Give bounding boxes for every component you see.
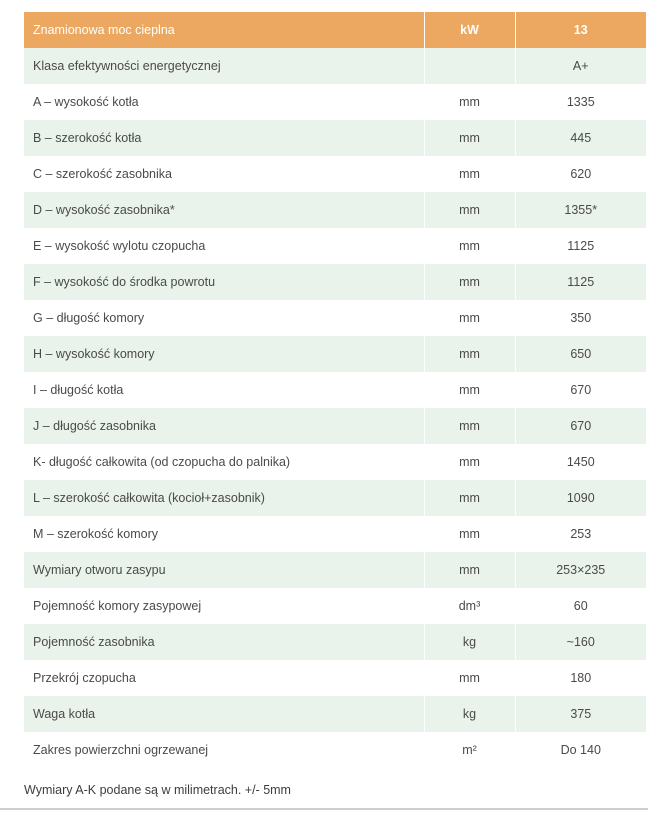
- table-row: [24, 336, 646, 372]
- row-label: I – długość kotła: [24, 372, 424, 408]
- row-unit: mm: [424, 192, 515, 228]
- row-value: 1335: [515, 84, 646, 120]
- row-unit: mm: [424, 120, 515, 156]
- row-label: E – wysokość wylotu czopucha: [24, 228, 424, 264]
- row-label: H – wysokość komory: [24, 336, 424, 372]
- row-label: B – szerokość kotła: [24, 120, 424, 156]
- row-unit: mm: [424, 228, 515, 264]
- row-unit: mm: [424, 444, 515, 480]
- header-value: 13: [515, 12, 646, 48]
- row-label: L – szerokość całkowita (kocioł+zasobnik): [24, 480, 424, 516]
- footnote: Wymiary A-K podane są w milimetrach. +/- 5mm: [24, 783, 291, 797]
- row-label: Zakres powierzchni ogrzewanej: [24, 732, 424, 768]
- row-value: 1125: [515, 264, 646, 300]
- table-row: [24, 84, 646, 120]
- row-label: G – długość komory: [24, 300, 424, 336]
- table-header-row: [24, 12, 646, 48]
- row-label: Pojemność komory zasypowej: [24, 588, 424, 624]
- row-unit: mm: [424, 516, 515, 552]
- row-value: 375: [515, 696, 646, 732]
- row-unit: mm: [424, 408, 515, 444]
- row-unit: dm³: [424, 588, 515, 624]
- table-row: [24, 228, 646, 264]
- row-value: ~160: [515, 624, 646, 660]
- row-value: 1090: [515, 480, 646, 516]
- table-row: [24, 624, 646, 660]
- row-value: 445: [515, 120, 646, 156]
- spec-table-container: [24, 12, 646, 768]
- table-row: [24, 300, 646, 336]
- row-label: Wymiary otworu zasypu: [24, 552, 424, 588]
- table-row: [24, 480, 646, 516]
- row-label: K- długość całkowita (od czopucha do palnika): [24, 444, 424, 480]
- row-value: 350: [515, 300, 646, 336]
- table-row: [24, 408, 646, 444]
- row-value: 670: [515, 372, 646, 408]
- row-unit: mm: [424, 372, 515, 408]
- header-unit: kW: [424, 12, 515, 48]
- row-label: Przekrój czopucha: [24, 660, 424, 696]
- table-row: [24, 588, 646, 624]
- row-unit: kg: [424, 624, 515, 660]
- row-value: 60: [515, 588, 646, 624]
- row-label: A – wysokość kotła: [24, 84, 424, 120]
- row-value: 1355*: [515, 192, 646, 228]
- table-row: [24, 660, 646, 696]
- row-label: Klasa efektywności energetycznej: [24, 48, 424, 84]
- row-value: Do 140: [515, 732, 646, 768]
- table-row: [24, 48, 646, 84]
- bottom-divider: [0, 808, 648, 810]
- row-label: F – wysokość do środka powrotu: [24, 264, 424, 300]
- table-row: [24, 192, 646, 228]
- row-value: 253×235: [515, 552, 646, 588]
- row-label: J – długość zasobnika: [24, 408, 424, 444]
- table-row: [24, 372, 646, 408]
- row-value: 1450: [515, 444, 646, 480]
- spec-table: [24, 12, 646, 768]
- row-value: A+: [515, 48, 646, 84]
- table-row: [24, 516, 646, 552]
- header-label: Znamionowa moc cieplna: [24, 12, 424, 48]
- row-unit: mm: [424, 660, 515, 696]
- row-unit: mm: [424, 264, 515, 300]
- table-row: [24, 696, 646, 732]
- row-label: M – szerokość komory: [24, 516, 424, 552]
- row-unit: m²: [424, 732, 515, 768]
- row-value: 1125: [515, 228, 646, 264]
- row-unit: kg: [424, 696, 515, 732]
- table-row: [24, 444, 646, 480]
- row-value: 253: [515, 516, 646, 552]
- table-row: [24, 732, 646, 768]
- table-body: [24, 48, 646, 768]
- row-unit: mm: [424, 552, 515, 588]
- row-unit: mm: [424, 336, 515, 372]
- row-unit: mm: [424, 480, 515, 516]
- row-label: Pojemność zasobnika: [24, 624, 424, 660]
- row-unit: mm: [424, 84, 515, 120]
- row-unit: mm: [424, 300, 515, 336]
- row-label: Waga kotła: [24, 696, 424, 732]
- row-label: D – wysokość zasobnika*: [24, 192, 424, 228]
- row-value: 180: [515, 660, 646, 696]
- table-row: [24, 120, 646, 156]
- row-label: C – szerokość zasobnika: [24, 156, 424, 192]
- row-unit: [424, 48, 515, 84]
- row-value: 670: [515, 408, 646, 444]
- row-value: 620: [515, 156, 646, 192]
- table-row: [24, 264, 646, 300]
- table-row: [24, 552, 646, 588]
- table-row: [24, 156, 646, 192]
- row-value: 650: [515, 336, 646, 372]
- row-unit: mm: [424, 156, 515, 192]
